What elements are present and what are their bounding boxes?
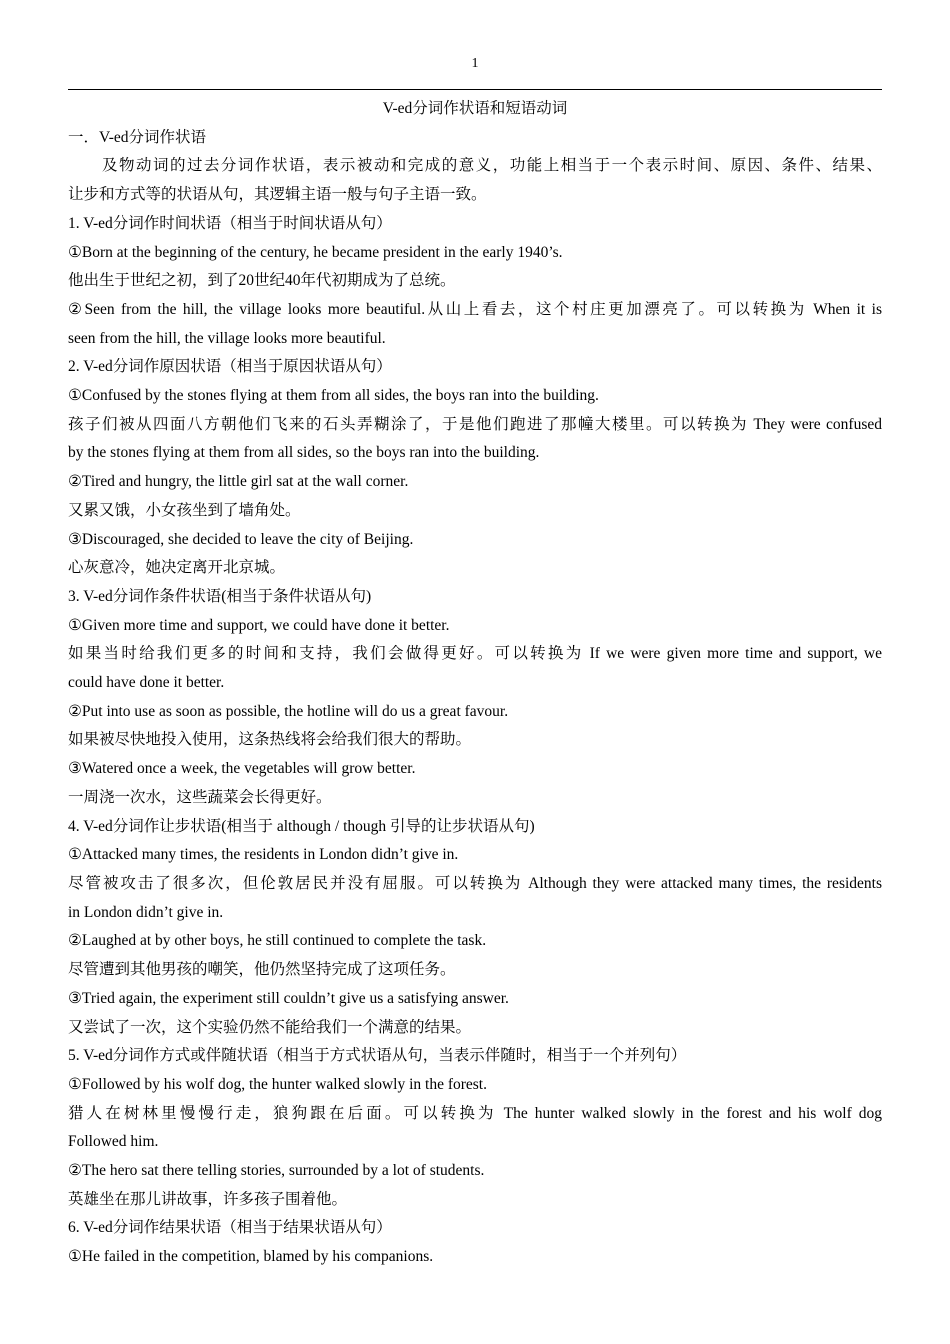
- example-sentence: ②Seen from the hill, the village looks more beautiful.从山上看去，这个村庄更加漂亮了。可以转换为 When it is: [68, 300, 882, 318]
- subheading-result: 6. V-ed分词作结果状语（相当于结果状语从句）: [68, 1219, 392, 1237]
- example-sentence: ③Watered once a week, the vegetables will grow better.: [68, 760, 416, 778]
- example-sentence: ③Tried again, the experiment still couldn’t give us a satisfying answer.: [68, 989, 509, 1007]
- intro-line-2: 让步和方式等的状语从句，其逻辑主语一般与句子主语一致。: [68, 186, 487, 204]
- translation: 他出生于世纪之初，到了20世纪40年代初期成为了总统。: [68, 272, 456, 290]
- translation: 又尝试了一次，这个实验仍然不能给我们一个满意的结果。: [68, 1018, 472, 1036]
- example-sentence: ②Tired and hungry, the little girl sat at the wall corner.: [68, 473, 409, 491]
- translation: 英雄坐在那儿讲故事，许多孩子围着他。: [68, 1190, 348, 1208]
- example-sentence: ①Given more time and support, we could have done it better.: [68, 616, 450, 634]
- example-sentence: ①Born at the beginning of the century, he became president in the early 1940’s.: [68, 243, 563, 261]
- subheading-manner: 5. V-ed分词作方式或伴随状语（相当于方式状语从句，当表示伴随时，相当于一个并列句）: [68, 1047, 687, 1065]
- intro-line-1: 及物动词的过去分词作状语，表示被动和完成的意义，功能上相当于一个表示时间、原因、条件、结果、: [102, 157, 882, 175]
- subheading-reason: 2. V-ed分词作原因状语（相当于原因状语从句）: [68, 358, 392, 376]
- subheading-time: 1. V-ed分词作时间状语（相当于时间状语从句）: [68, 214, 392, 232]
- example-continuation: in London didn’t give in.: [68, 903, 224, 921]
- example-sentence: ①Attacked many times, the residents in London didn’t give in.: [68, 846, 459, 864]
- example-sentence: ①Followed by his wolf dog, the hunter walked slowly in the forest.: [68, 1075, 487, 1093]
- subheading-concession: 4. V-ed分词作让步状语(相当于 although / though 引导的让步状语从句): [68, 817, 535, 835]
- translation: 尽管被攻击了很多次，但伦敦居民并没有屈服。可以转换为 Although they were attacked many times, the residents: [68, 874, 882, 892]
- example-sentence: ①He failed in the competition, blamed by his companions.: [68, 1248, 434, 1266]
- translation: 如果当时给我们更多的时间和支持，我们会做得更好。可以转换为 If we were given more time and support, we: [68, 645, 882, 663]
- translation: 又累又饿，小女孩坐到了墙角处。: [68, 501, 301, 519]
- translation: 心灰意冷，她决定离开北京城。: [68, 559, 286, 577]
- example-continuation: could have done it better.: [68, 674, 225, 692]
- example-sentence: ②Put into use as soon as possible, the hotline will do us a great favour.: [68, 702, 509, 720]
- translation: 尽管遭到其他男孩的嘲笑，他仍然坚持完成了这项任务。: [68, 961, 456, 979]
- example-sentence: ②The hero sat there telling stories, surrounded by a lot of students.: [68, 1162, 485, 1180]
- page-number: 1: [471, 56, 479, 71]
- example-continuation: by the stones flying at them from all sides, so the boys ran into the building.: [68, 444, 540, 462]
- example-sentence: ③Discouraged, she decided to leave the city of Beijing.: [68, 530, 414, 548]
- translation: 一周浇一次水，这些蔬菜会长得更好。: [68, 788, 332, 806]
- section-heading: 一．V-ed分词作状语: [68, 128, 207, 146]
- translation: 孩子们被从四面八方朝他们飞来的石头弄糊涂了，于是他们跑进了那幢大楼里。可以转换为 They were confused: [68, 415, 882, 433]
- header-rule: [68, 89, 882, 90]
- translation: 猎人在树林里慢慢行走，狼狗跟在后面。可以转换为 The hunter walked slowly in the forest and his wolf dog: [68, 1104, 882, 1122]
- document-body: [68, 95, 882, 1272]
- example-sentence: ①Confused by the stones flying at them from all sides, the boys ran into the building.: [68, 387, 599, 405]
- document-title: V-ed分词作状语和短语动词: [382, 100, 568, 117]
- translation: 如果被尽快地投入使用，这条热线将会给我们很大的帮助。: [68, 731, 472, 749]
- example-continuation: Followed him.: [68, 1133, 159, 1151]
- example-continuation: seen from the hill, the village looks more beautiful.: [68, 329, 386, 347]
- example-sentence: ②Laughed at by other boys, he still continued to complete the task.: [68, 932, 487, 950]
- subheading-condition: 3. V-ed分词作条件状语(相当于条件状语从句): [68, 587, 372, 605]
